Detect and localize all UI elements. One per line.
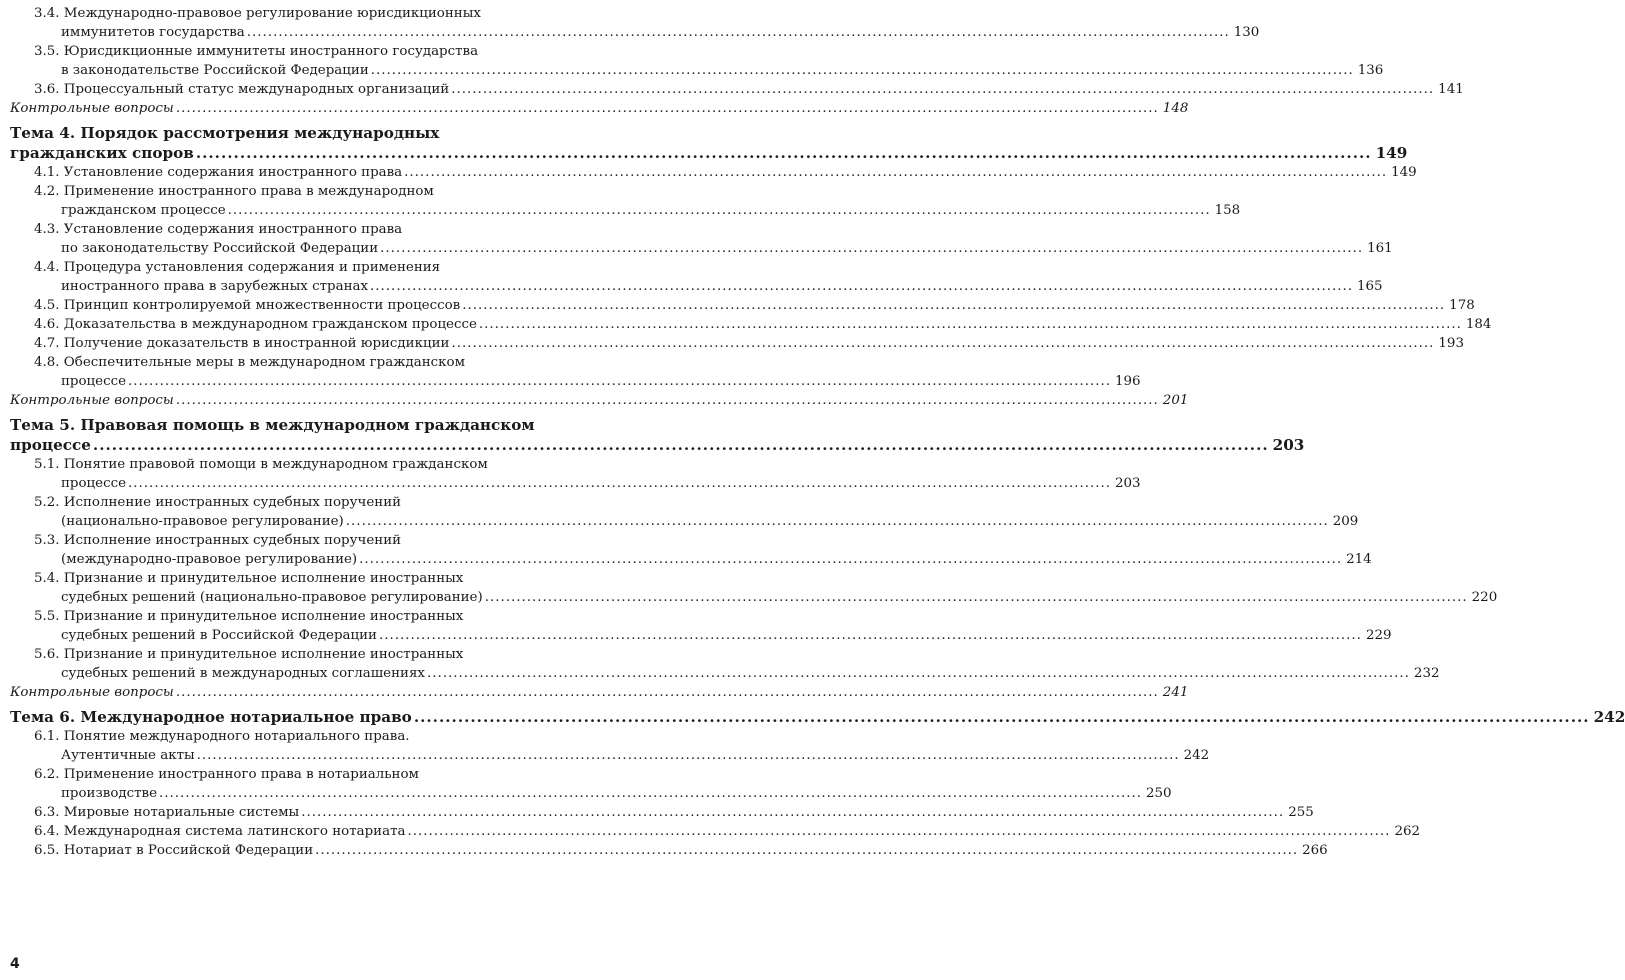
toc-section-entry [34, 493, 1359, 531]
dot-leader [371, 63, 1354, 78]
toc-entry-title [10, 683, 1161, 702]
toc-entry-text: процессе [10, 436, 91, 454]
toc-review-questions [10, 683, 1189, 702]
toc-section-entry [34, 220, 1393, 258]
toc-section-entry [34, 765, 1172, 803]
dot-leader [159, 786, 1142, 801]
toc-entry-text: процессе [61, 476, 127, 491]
toc-review-questions [10, 391, 1189, 410]
toc-entry-title [34, 182, 1213, 220]
toc-section-entry [34, 80, 1464, 99]
toc-page-number: 178 [1449, 298, 1475, 313]
toc-page-number: 165 [1357, 279, 1383, 294]
toc-section-entry [34, 607, 1392, 645]
toc-section-entry [34, 803, 1314, 822]
toc-entry-text: по законодательству Российской Федерации [61, 241, 379, 256]
toc-page-number: 158 [1214, 203, 1241, 218]
toc-page-number: 203 [1272, 436, 1305, 454]
toc-entry-text: 3.4. Международно-правовое регулирование юрисдикционных [34, 6, 481, 21]
toc-entry-text: (национально-правовое регулирование) [61, 514, 344, 529]
toc-entry-text: Тема 5. Правовая помощь в международном гражданском [10, 416, 535, 434]
toc-entry-text: 4.6. Доказательства в международном гражданском процессе [34, 317, 477, 332]
toc-entry-title [34, 493, 1331, 531]
toc-page-number: 149 [1391, 165, 1417, 180]
dot-leader [380, 241, 1363, 256]
toc-entry-text: 6.5. Нотариат в Российской Федерации [34, 843, 314, 858]
toc-section-entry [34, 258, 1383, 296]
toc-entry-title [34, 727, 1182, 765]
toc-entry-text: 5.6. Признание и принудительное исполнение иностранных [34, 647, 464, 662]
toc-topic-heading [10, 707, 1625, 727]
toc-entry-title [34, 334, 1436, 353]
toc-entry-text: производстве [61, 786, 158, 801]
toc-page-number: 136 [1357, 63, 1384, 78]
toc-entry-text: 6.1. Понятие международного нотариального права. [34, 729, 410, 744]
dot-leader [451, 82, 1434, 97]
dot-leader [427, 666, 1410, 681]
toc-entry-text: 5.1. Понятие правовой помощи в международном гражданском [34, 457, 488, 472]
toc-entry-text: 6.4. Международная система латинского нотариата [34, 824, 406, 839]
dot-leader [407, 824, 1390, 839]
toc-entry-title [34, 315, 1464, 334]
toc-entry-text: Контрольные вопросы [10, 393, 174, 408]
toc-entry-text: гражданских споров [10, 144, 194, 162]
toc-page-number: 242 [1593, 708, 1625, 726]
toc-entry-text: Тема 4. Порядок рассмотрения международных [10, 124, 440, 142]
toc-entry-text: 5.3. Исполнение иностранных судебных поручений [34, 533, 402, 548]
toc-entry-title [34, 822, 1392, 841]
page-number: 4 [10, 956, 20, 972]
toc-page-number: 196 [1115, 374, 1141, 389]
toc-entry-title [10, 415, 1271, 455]
toc-section-entry [34, 42, 1384, 80]
toc-entry-text: гражданском процессе [61, 203, 226, 218]
toc-entry-text: 6.2. Применение иностранного права в нотариальном [34, 767, 419, 782]
dot-leader [451, 336, 1434, 351]
toc-page-number: 193 [1438, 336, 1464, 351]
dot-leader [128, 476, 1111, 491]
toc-entry-title [34, 80, 1436, 99]
toc-page-number: 141 [1438, 82, 1464, 97]
toc-entry-text: 4.4. Процедура установления содержания и применения [34, 260, 441, 275]
toc-page-number: 266 [1302, 843, 1328, 858]
toc-entry-text: 4.1. Установление содержания иностранного права [34, 165, 403, 180]
toc-entry-title [10, 391, 1161, 410]
toc-page-number: 242 [1183, 748, 1210, 763]
toc-entry-text: 5.5. Признание и принудительное исполнение иностранных [34, 609, 464, 624]
dot-leader [346, 514, 1329, 529]
table-of-contents [10, 4, 1625, 860]
toc-topic-heading [10, 415, 1305, 455]
dot-leader [196, 144, 1372, 162]
toc-page-number: 262 [1394, 824, 1420, 839]
toc-entry-title [34, 569, 1470, 607]
toc-entry-text: Контрольные вопросы [10, 101, 174, 116]
dot-leader [479, 317, 1462, 332]
toc-entry-title [34, 531, 1344, 569]
toc-page-number: 184 [1465, 317, 1492, 332]
toc-section-entry [34, 315, 1492, 334]
toc-entry-text: 4.3. Установление содержания иностранного права [34, 222, 403, 237]
dot-leader [379, 628, 1362, 643]
toc-section-entry [34, 296, 1475, 315]
toc-entry-title [34, 4, 1232, 42]
dot-leader [176, 685, 1159, 700]
toc-entry-text: 6.3. Мировые нотариальные системы [34, 805, 300, 820]
toc-page-number: 149 [1375, 144, 1408, 162]
toc-entry-title [34, 455, 1113, 493]
toc-entry-text: судебных решений в международных соглашениях [61, 666, 425, 681]
toc-entry-text: судебных решений в Российской Федерации [61, 628, 377, 643]
toc-page-number: 255 [1288, 805, 1314, 820]
toc-page-number: 241 [1162, 685, 1189, 700]
toc-entry-text: иностранного права в зарубежных странах [61, 279, 369, 294]
toc-entry-text: (международно-правовое регулирование) [61, 552, 358, 567]
dot-leader [462, 298, 1445, 313]
toc-entry-title [34, 607, 1364, 645]
dot-leader [247, 25, 1230, 40]
toc-section-entry [34, 822, 1420, 841]
toc-entry-title [34, 841, 1300, 860]
toc-entry-text: Аутентичные акты [61, 748, 195, 763]
toc-entry-text: 3.6. Процессуальный статус международных организаций [34, 82, 450, 97]
dot-leader [93, 436, 1269, 454]
toc-section-entry [34, 163, 1417, 182]
toc-page-number: 229 [1365, 628, 1392, 643]
toc-entry-title [34, 353, 1113, 391]
toc-section-entry [34, 455, 1141, 493]
toc-section-entry [34, 727, 1210, 765]
toc-entry-text: 5.2. Исполнение иностранных судебных поручений [34, 495, 402, 510]
toc-entry-text: 5.4. Признание и принудительное исполнение иностранных [34, 571, 464, 586]
toc-page-number: 250 [1145, 786, 1172, 801]
dot-leader [228, 203, 1211, 218]
toc-entry-title [10, 707, 1592, 727]
dot-leader [315, 843, 1298, 858]
toc-section-entry [34, 334, 1464, 353]
toc-entry-text: иммунитетов государства [61, 25, 245, 40]
toc-review-questions [10, 99, 1189, 118]
dot-leader [301, 805, 1284, 820]
toc-page-number: 130 [1233, 25, 1260, 40]
toc-section-entry [34, 531, 1372, 569]
toc-section-entry [34, 353, 1141, 391]
toc-page-number: 220 [1471, 590, 1498, 605]
toc-section-entry [34, 645, 1440, 683]
dot-leader [128, 374, 1111, 389]
toc-entry-title [34, 645, 1412, 683]
toc-entry-title [34, 163, 1389, 182]
toc-page-number: 148 [1162, 101, 1189, 116]
toc-entry-title [34, 803, 1286, 822]
toc-section-entry [34, 569, 1498, 607]
toc-page-number: 203 [1115, 476, 1141, 491]
toc-entry-title [34, 765, 1144, 803]
toc-section-entry [34, 4, 1260, 42]
toc-page-number: 161 [1367, 241, 1393, 256]
dot-leader [359, 552, 1342, 567]
toc-entry-text: процессе [61, 374, 127, 389]
toc-section-entry [34, 182, 1241, 220]
toc-entry-text: судебных решений (национально-правовое регулирование) [61, 590, 483, 605]
toc-entry-title [34, 296, 1447, 315]
dot-leader [197, 748, 1180, 763]
toc-entry-text: 4.7. Получение доказательств в иностранной юрисдикции [34, 336, 450, 351]
dot-leader [404, 165, 1387, 180]
toc-entry-title [34, 42, 1356, 80]
toc-entry-text: в законодательстве Российской Федерации [61, 63, 369, 78]
toc-entry-text: 3.5. Юрисдикционные иммунитеты иностранного государства [34, 44, 479, 59]
toc-page-number: 214 [1346, 552, 1372, 567]
toc-entry-text: 4.8. Обеспечительные меры в международном гражданском [34, 355, 466, 370]
dot-leader [176, 101, 1159, 116]
toc-topic-heading [10, 123, 1408, 163]
toc-entry-text: 4.2. Применение иностранного права в международном [34, 184, 434, 199]
toc-entry-title [10, 99, 1161, 118]
toc-section-entry [34, 841, 1328, 860]
dot-leader [176, 393, 1159, 408]
toc-entry-text: Контрольные вопросы [10, 685, 174, 700]
dot-leader [370, 279, 1353, 294]
toc-entry-title [34, 220, 1365, 258]
toc-page-number: 209 [1332, 514, 1359, 529]
dot-leader [414, 708, 1590, 726]
toc-page-number: 201 [1162, 393, 1189, 408]
dot-leader [485, 590, 1468, 605]
toc-entry-title [34, 258, 1355, 296]
toc-entry-title [10, 123, 1374, 163]
toc-entry-text: 4.5. Принцип контролируемой множественности процессов [34, 298, 461, 313]
toc-page-number: 232 [1413, 666, 1440, 681]
toc-entry-text: Тема 6. Международное нотариальное право [10, 708, 412, 726]
